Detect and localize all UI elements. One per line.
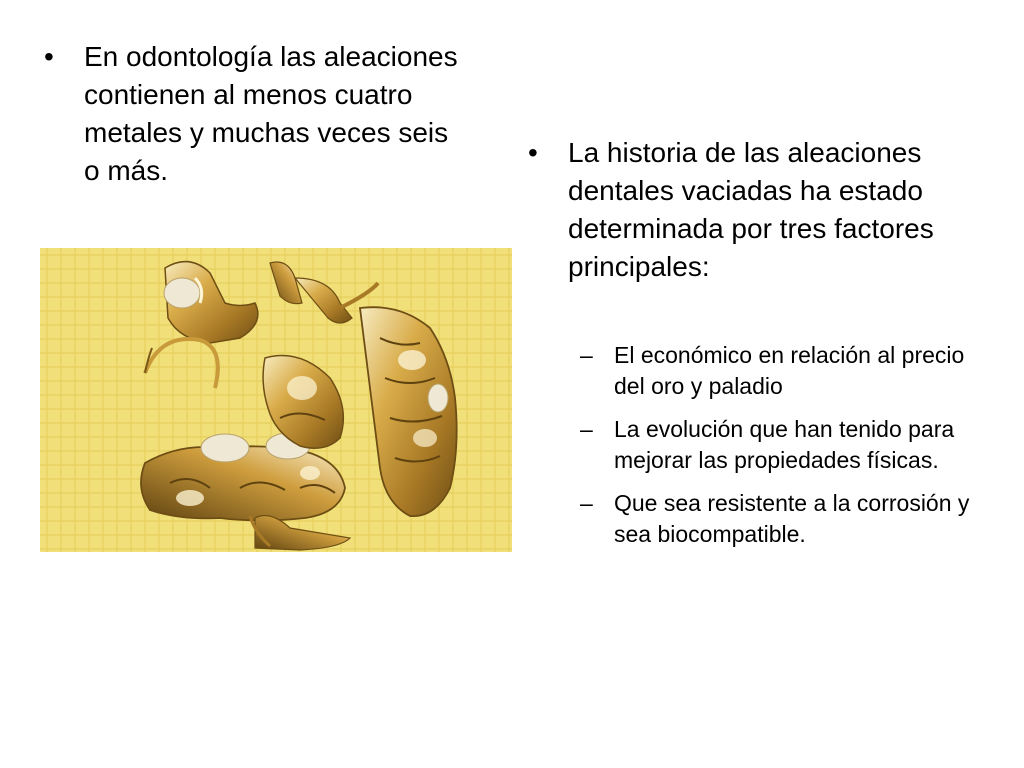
bullet-icon: • — [528, 137, 538, 168]
dental-alloys-illustration — [40, 248, 512, 552]
list-item — [580, 340, 990, 402]
list-item-text: El económico en relación al precio del oro y paladio — [614, 342, 965, 399]
dental-alloys-photo — [40, 248, 512, 552]
factors-list — [580, 340, 990, 562]
dash-icon: – — [580, 490, 593, 516]
bullet-icon: • — [44, 41, 54, 72]
left-bullet — [44, 38, 464, 190]
list-item — [580, 414, 990, 476]
right-bullet — [528, 134, 988, 286]
list-item — [580, 488, 990, 550]
left-bullet-text: En odontología las aleaciones contienen al menos cuatro metales y muchas veces seis o más. — [84, 41, 458, 186]
dash-icon: – — [580, 416, 593, 442]
right-bullet-text: La historia de las aleaciones dentales vaciadas ha estado determinada por tres factores principales: — [568, 137, 934, 282]
list-item-text: Que sea resistente a la corrosión y sea biocompatible. — [614, 490, 970, 547]
dash-icon: – — [580, 342, 593, 368]
list-item-text: La evolución que han tenido para mejorar las propiedades físicas. — [614, 416, 955, 473]
